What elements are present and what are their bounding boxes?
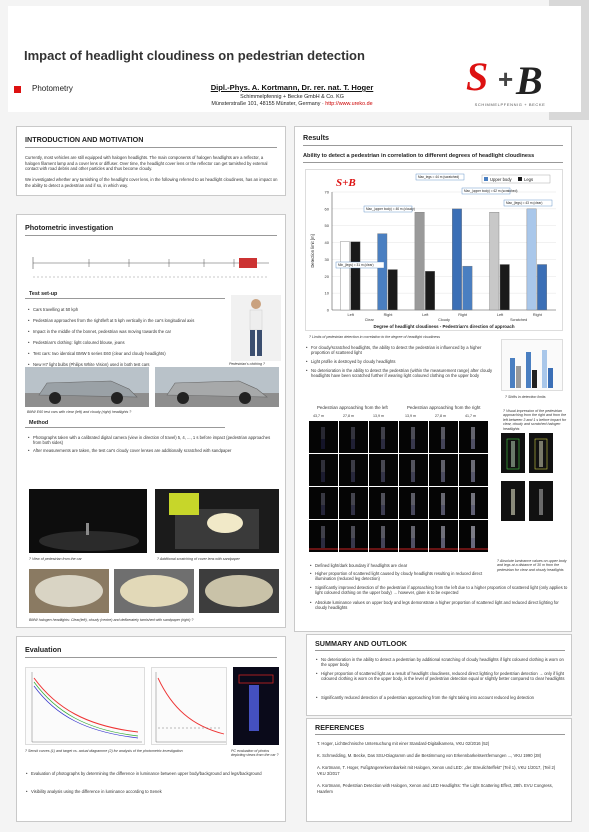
night-photo-cell [399,520,428,552]
x-tick-label: Right [383,313,393,317]
reference-item: K. Schmedding, M. Becke, Das SSU-Diagramm und die Bestimmung von Erkennbarkeitsentfernungen ..., VKU 1990 (28) [317,753,542,758]
x-tick-label: Right [458,313,468,317]
shifts-figure [501,339,563,391]
poster-title: Impact of headlight cloudiness on pedestrian detection [24,48,365,63]
group-label: Scratched [510,318,528,322]
bar-legs [463,266,472,310]
authors: Dipl.-Phys. A. Kortmann, Dr. rer. nat. T. Hoger [210,83,374,92]
divider [303,162,563,163]
y-tick-label: 60 [324,206,329,212]
night-photo-cell [459,520,488,552]
y-axis-label: Detection limit [m] [310,234,315,268]
red-marker [14,86,21,93]
grid-col-label: 13,9 m [405,414,416,418]
evaluation-bullet: • Visibility analysis using the difference in luminance according to Senek [31,789,277,794]
method-bullet: • Photographs taken with a calibrated digital camera (view in direction of travel) 5, 4, ..., 1 s before impact (pedestrian approaches from both sides) [33,435,279,446]
night-photo-cell [339,520,368,552]
y-tick-label: 30 [324,256,329,262]
intro-heading: INTRODUCTION AND MOTIVATION [25,135,144,144]
clear-headlight-photo [29,569,109,613]
night-photo-cell [309,454,338,486]
visual-thumb [501,481,525,521]
bar-legs [425,271,434,310]
visual-caption: ? Visual impression of the pedestrian approaching from the right and from the left between 3 and 1 s before impact for clear, cloudy and scratched halogen headlights [503,409,567,431]
visual-thumb [529,481,553,521]
results-bullet: • For cloudy/scratched headlights, the ability to detect the pedestrian is influenced by a higher proportion of scattered light [311,345,493,356]
divider [25,235,277,236]
results-bullet: • No deterioration in the ability to detect the pedestrian (within the measurement range) after cloudy headlights have been scratched further if wearing light coloured clothing on the upper body [311,368,493,379]
results-section [294,126,572,632]
night-photo-cell [429,421,458,453]
night-photo-cell [369,520,398,552]
setup-bullet: • Pedestrian's clothing: light coloured blouse, jeans [33,340,223,345]
chart-logo: S+B [336,177,356,189]
group-label: Clear [364,318,374,322]
clothing-caption: Pedestrian's clothing ? [229,362,266,366]
svg-text:B: B [516,58,543,98]
logo-caption: SCHIMMELPFENNIG + BECKE [474,102,546,107]
x-axis-label: Degree of headlight cloudiness - Pedestrian's direction of approach [373,324,515,329]
results-bullet: • Light profile is destroyed by cloudy headlights [311,359,493,364]
setup-bullet: • New H7 light bulbs (Philips White Vision) used in both test cars [33,362,223,367]
visual-thumb [501,433,525,473]
night-photo-cell [309,421,338,453]
reference-item: A. Kortmann, T. Hoger, Fußgängererkennbarkeit mit Halogen, Xenon und LED: „der Streulichteffekt" (Teil 1), VKU 1/2017, (Teil 2) VKU 3/2017 [317,765,556,776]
divider [315,734,565,735]
reference-item: T. Hoger, Lichttechnische Untersuchung mit einer Standard-Digitalkamera, VKU 02/2016 (52) [317,741,490,746]
grid-left-label: Pedestrian approaching from the left [317,405,388,410]
references-section [306,718,572,822]
target-actual-figure [151,667,227,745]
pedestrian-photo [231,295,281,361]
night-photo-cell [369,487,398,519]
url-link[interactable]: http://www.ureko.de [325,101,373,107]
bar-legs [500,264,509,310]
night-photo-cell [399,454,428,486]
results-bullet-2: • Higher proportion of scattered light caused by cloudy headlights resulting in reduced direct illumination (reduced leg detection) [315,571,495,582]
x-tick-label: Left [422,313,429,317]
legend-label: Legs [524,177,534,182]
night-photo-cell [429,454,458,486]
night-photo-cell [429,487,458,519]
annotation-label: Max_(upper body) = 46 m (cloudy) [366,207,415,211]
grid-col-label: 27,8 m [343,414,354,418]
intro-paragraph-1: Currently, most vehicles are still equipped with halogen headlights. The main components of halogen headlights are a reflector, a halogen filament lamp and a cover lens or diffuser. Over time, the headlight cover lens or the reflector can get tarnished by external contact with road debris and other particles and thus become cloudy. [25,155,268,172]
grid-col-label: 27,8 m [435,414,446,418]
night-photo-cell [339,421,368,453]
summary-heading: SUMMARY AND OUTLOOK [315,639,407,648]
night-photo-cell [339,487,368,519]
annotation-label: Max_legs = 44 m (scratched) [418,175,460,179]
pedestrian-photo-grid [309,421,493,557]
shifts-caption: ? Shifts in detection limits [505,395,546,399]
bar-upper-body [490,212,499,310]
company: Schimmelpfennig + Becke GmbH & Co. KG [240,94,344,100]
y-tick-label: 20 [324,273,329,279]
y-tick-label: 50 [324,223,329,229]
results-subheading: Ability to detect a pedestrian in correlation to different degrees of headlight cloudiness [303,153,535,159]
night-photo-cell [309,520,338,552]
sb-logo [464,54,554,98]
legend-swatch-legs [518,177,522,181]
legend-label: Upper body [490,177,512,182]
night-photo-cell [459,421,488,453]
group-label: Cloudy [438,318,450,322]
testsetup-heading: Test set-up [29,291,58,297]
results-bullet-2: • Significantly improved detection of the pedestrian if approaching from the left due to a higher proportion of scattered light (only applies to light coloured clothing on the upper body) → however, glare is to be expected [315,585,569,596]
method-heading: Method [29,420,49,426]
results-heading: Results [303,133,329,142]
cloudy-headlight-photo [114,569,194,613]
night-photo-cell [399,421,428,453]
grid-col-label: 43,7 m [313,414,324,418]
affiliation: Schimmelpfennig + Becke GmbH & Co. KG Münsterstraße 101, 48155 Münster, Germany · http://www.ureko.de [194,94,390,108]
header [8,6,581,112]
bar-legs [351,242,360,310]
cloudy-car-photo [155,367,279,407]
annotation-label: Min_(legs) = 31 m (clear) [338,263,374,267]
bar-upper-body [452,209,461,310]
grid-right-label: Pedestrian approaching from the right [407,405,481,410]
x-tick-label: Left [496,313,504,317]
cars-caption: BMW E60 test cars with clear (left) and cloudy (right) headlights ? [27,410,132,414]
pc-caption: PC evaluation of photos depicting views from the car ? [231,749,279,758]
setup-bullet: • Pedestrian approaches from the right/left at 5 kph vertically in the car's longitudinal axis [33,318,223,323]
reference-item: A. Kortmann, Pedestrian Detection with Halogen, Xenon and LED Headlights: The Light Scattering Effect, 28th. EVU Congress, Haarlem [317,783,553,794]
night-photo-cell [369,454,398,486]
bar-upper-body [378,234,387,310]
summary-section [306,634,572,716]
x-tick-label: Left [347,313,354,317]
summary-bullet: • Significantly reduced detection of a pedestrian approaching from the right taking into account reduced leg detection [321,695,567,700]
divider [315,650,565,651]
setup-bullet: • Test cars: two identical BMW 5 series E60 (clear and cloudy headlights) [33,351,223,356]
annotation-label: Max_(legs) = 43 m (clear) [506,201,543,205]
divider [25,298,225,299]
scratch-caption: ? Additional scratching of cover lens with sandpaper [157,557,240,561]
bar-legs [388,270,397,310]
annotation-label: Max_(upper body) = 62 m (scratched) [464,189,518,193]
setup-diagram [29,253,279,289]
divider [25,657,277,658]
svg-text:S: S [466,54,489,98]
divider [25,147,277,148]
evaluation-bullet: • Evaluation of photographs by determining the difference in luminance between upper body/background and legs/background [31,771,277,776]
night-photo-cell [369,421,398,453]
night-view-photo [29,489,147,553]
intro-section [16,126,286,196]
bar-upper-body [340,242,349,310]
divider [25,427,225,428]
pc-evaluation-figure [233,667,279,745]
tarnished-headlight-photo [199,569,279,613]
night-photo-cell [309,487,338,519]
setup-bullet: • Cars travelling at 50 kph [33,307,223,312]
evaluation-section [16,636,286,822]
bar-upper-body [415,212,424,310]
results-bullet-2: • Defined light/dark boundary if headlights are clear [315,563,495,568]
curves-caption: ? Sensit curves (1) and target vs. actual diagramme (2) for analysis of the photometric investigation [25,749,183,753]
luminance-caption: ? Absolute luminance values on upper body and legs at a distance of 30 m from the pedestrian for clear and cloudy headlights [497,559,567,572]
grid-col-label: 13,9 m [373,414,384,418]
photometric-section [16,214,286,628]
night-photo-cell [399,487,428,519]
photometric-heading: Photometric investigation [25,223,114,232]
summary-bullet: • Higher proportion of scattered light as a result of headlight cloudiness, reduced direct lighting for pedestrian detection → only if light coloured clothing is worn on the upper body, is the level of pedestrian detection equal or slightly better compared to clear headlights [321,671,567,682]
divider [303,145,563,146]
subject-label: Photometry [32,84,73,93]
detection-chart [305,169,563,331]
night-photo-cell [429,520,458,552]
svg-text:+: + [498,64,514,94]
sensit-curves-figure [25,667,145,745]
y-tick-label: 0 [326,307,329,313]
y-tick-label: 70 [324,189,329,195]
headlamps-caption: BMW halogen headlights: Clear(left), cloudy (centre) and deliberately tarnished with sandpaper (right) ? [29,618,194,622]
chart-caption: ? Limits of pedestrian detection in correlation to the degree of headlight cloudiness [309,335,441,339]
summary-bullet: • No deterioration in the ability to detect a pedestrian by additional scratching of cloudy headlights if light coloured clothing is worn on the upper body [321,657,567,668]
view-caption: ? View of pedestrian from the car [29,557,82,561]
clear-car-photo [25,367,149,407]
legend-swatch-upper-body [484,177,488,181]
bar-legs [537,264,546,310]
setup-bullet: • Impact in the middle of the bonnet, pedestrian was moving towards the car [33,329,223,334]
night-photo-cell [459,487,488,519]
references-heading: REFERENCES [315,723,365,732]
bar-upper-body [527,209,536,310]
night-photo-cell [459,454,488,486]
visual-thumb [529,433,553,473]
night-photo-cell [339,454,368,486]
intro-paragraph-2: We investigated whether any tarnishing of the headlight cover lens, in the following referred to as headlight cloudiness, has an impact on the ability to detect a pedestrian and if so, in which way. [25,177,278,188]
scratching-photo [155,489,279,553]
method-bullet: • After measurements are taken, the test car's cloudy cover lenses are additionally scratched with sandpaper [33,448,279,453]
x-tick-label: Right [532,313,542,317]
chart-svg [306,170,562,330]
grid-col-label: 41,7 m [465,414,476,418]
results-bullet-2: • Absolute luminance values on upper body and legs demonstrate a higher proportion of scattered light and reduced direct lighting for cloudy headlights [315,600,569,611]
address: Münsterstraße 101, 48155 Münster, Germany [211,101,321,107]
y-tick-label: 10 [324,290,329,296]
y-tick-label: 40 [324,240,329,246]
evaluation-heading: Evaluation [25,645,62,654]
